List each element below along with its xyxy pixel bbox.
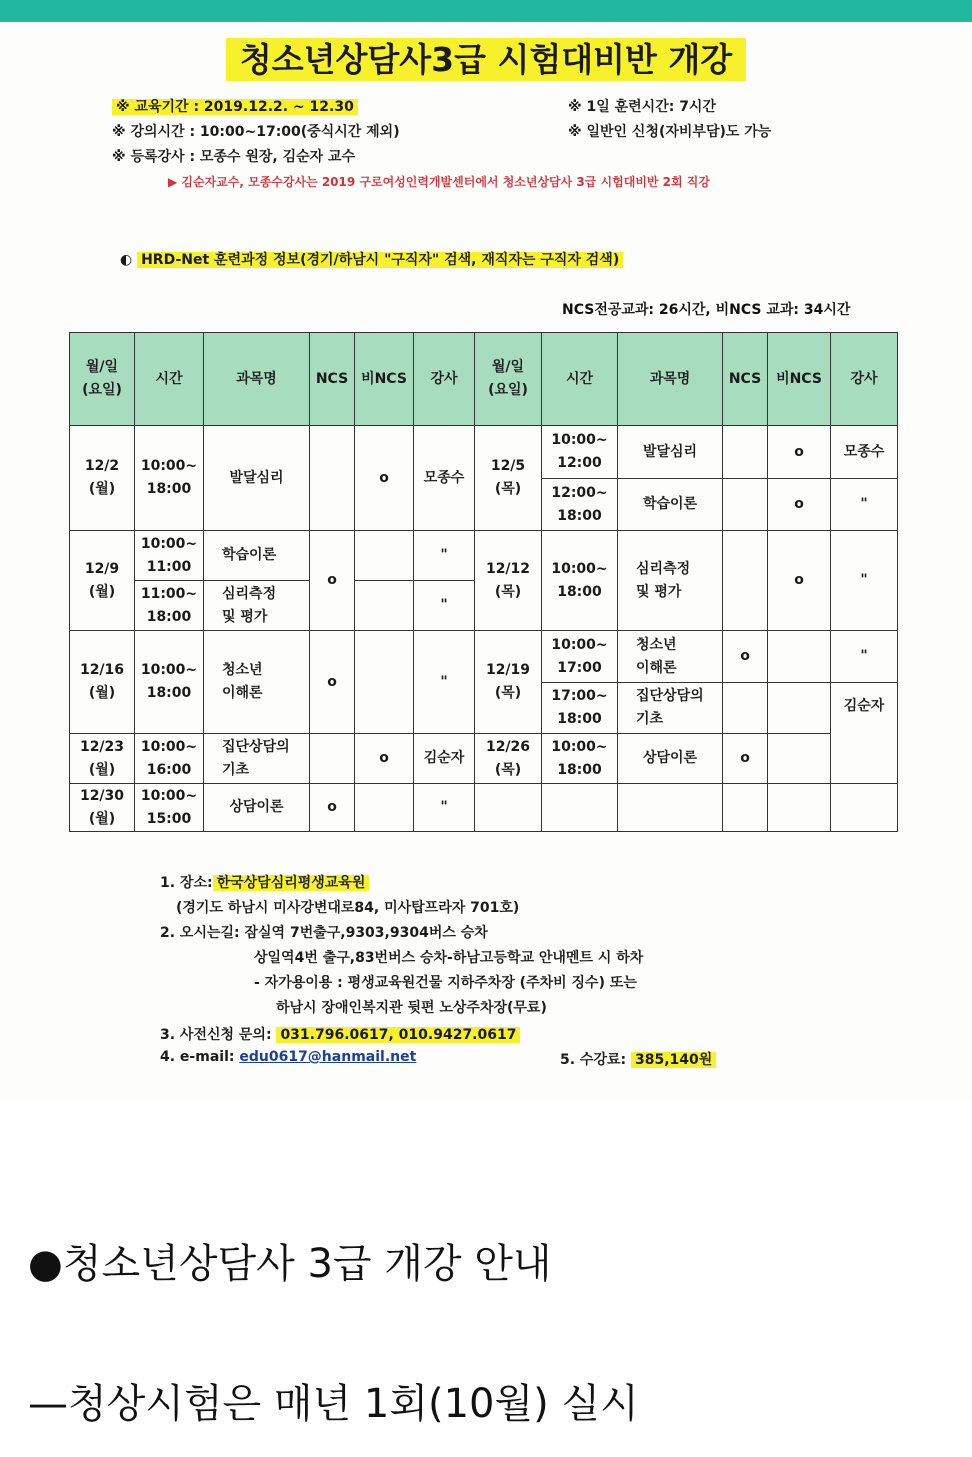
header-time: 시간 (542, 333, 618, 426)
table-cell (768, 734, 831, 784)
table-cell: 10:00~ 12:00 (542, 426, 618, 479)
inquiry-phone: 031.796.0617, 010.9427.0617 (276, 1027, 520, 1043)
header-bincs: 비NCS (768, 333, 831, 426)
table-cell: 10:00~ 11:00 (135, 531, 204, 581)
table-cell: 청소년 이해론 (204, 631, 310, 734)
info-instructors: ※ 등록강사 : 모종수 원장, 김순자 교수 (112, 149, 356, 165)
table-row (70, 426, 898, 479)
table-cell (723, 683, 768, 734)
info-general: ※ 일반인 신청(자비부담)도 가능 (568, 124, 772, 140)
table-cell: 12/23 (월) (70, 734, 135, 784)
post-note: —청상시험은 매년 1회(10월) 실시 (28, 1381, 639, 1427)
table-cell: 12/2 (월) (70, 426, 135, 531)
table-cell: 10:00~ 16:00 (135, 734, 204, 784)
table-cell: 17:00~ 18:00 (542, 683, 618, 734)
table-cell (768, 784, 831, 832)
header-teacher: 강사 (831, 333, 898, 426)
table-cell: 12/12 (목) (475, 531, 542, 631)
table-cell (723, 479, 768, 531)
table-cell (831, 784, 898, 832)
footer-fee: 5. 수강료: 385,140원 (560, 1049, 716, 1069)
ncs-hours-note: NCS전공교과: 26시간, 비NCS 교과: 34시간 (562, 302, 851, 318)
table-cell (310, 426, 355, 531)
table-cell: o (723, 734, 768, 784)
table-header-row (70, 333, 898, 426)
table-cell (723, 531, 768, 631)
table-cell (355, 581, 414, 631)
table-cell (768, 631, 831, 683)
hrd-line: ◐ HRD-Net 훈련과정 정보(경기/하남시 "구직자" 검색, 재직자는 구직자 검색) (120, 249, 623, 269)
table-cell: 12:00~ 18:00 (542, 479, 618, 531)
table-cell: 학습이론 (204, 531, 310, 581)
table-cell: o (310, 631, 355, 734)
schedule-table (69, 332, 898, 832)
table-cell: " (831, 531, 898, 631)
footer-directions: 2. 오시는길: 잠실역 7번출구,9303,9304버스 승차 (160, 925, 488, 941)
footer-inquiry: 3. 사전신청 문의: 031.796.0617, 010.9427.0617 (160, 1024, 520, 1044)
table-cell (618, 784, 723, 832)
table-cell: 11:00~ 18:00 (135, 581, 204, 631)
table-cell: 상담이론 (618, 734, 723, 784)
header-ncs: NCS (310, 333, 355, 426)
table-cell: 10:00~ 15:00 (135, 784, 204, 832)
table-cell: 모종수 (414, 426, 475, 531)
header-teacher: 강사 (414, 333, 475, 426)
table-cell: 모종수 (831, 426, 898, 479)
header-bincs: 비NCS (355, 333, 414, 426)
footer-email: 4. e-mail: edu0617@hanmail.net (160, 1049, 417, 1065)
table-row (70, 784, 898, 832)
footer-address: (경기도 하남시 미사강변대로84, 미사탑프라자 701호) (176, 900, 520, 916)
info-period: ※ 교육기간 : 2019.12.2. ~ 12.30 (112, 96, 358, 116)
header-date: 월/일 (요일) (475, 333, 542, 426)
footer-car-2: 하남시 장애인복지관 뒷편 노상주차장(무료) (276, 1000, 547, 1016)
table-cell: 12/9 (월) (70, 531, 135, 631)
flyer-title: 청소년상담사3급 시험대비반 개강 (0, 34, 972, 81)
header-time: 시간 (135, 333, 204, 426)
header-date: 월/일 (요일) (70, 333, 135, 426)
table-cell: o (768, 479, 831, 531)
info-daily: ※ 1일 훈련시간: 7시간 (568, 99, 716, 115)
top-accent-bar (0, 0, 972, 22)
info-note: ▶ 김순자교수, 모종수강사는 2019 구로여성인력개발센터에서 청소년상담사 3급 시험대비반 2회 직강 (168, 175, 710, 189)
table-cell: 학습이론 (618, 479, 723, 531)
table-cell: 발달심리 (204, 426, 310, 531)
table-cell (768, 683, 831, 734)
table-cell: " (831, 479, 898, 531)
table-cell: o (355, 426, 414, 531)
footer-car: - 자가용이용 : 평생교육원건물 지하주차장 (주차비 징수) 또는 (254, 975, 637, 991)
table-cell: 12/26 (목) (475, 734, 542, 784)
table-cell: 상담이론 (204, 784, 310, 832)
header-subject: 과목명 (618, 333, 723, 426)
table-cell (310, 734, 355, 784)
table-cell (355, 631, 414, 734)
table-cell: 10:00~ 18:00 (542, 531, 618, 631)
footer-directions-2: 상일역4번 출구,83번버스 승차-하남고등학교 안내멘트 시 하차 (254, 950, 644, 966)
table-cell: 10:00~ 18:00 (135, 426, 204, 531)
table-cell: o (310, 784, 355, 832)
post-heading: ●청소년상담사 3급 개강 안내 (28, 1241, 552, 1287)
table-cell (355, 784, 414, 832)
table-row (70, 531, 898, 581)
footer-place: 1. 장소: 한국상담심리평생교육원 (160, 872, 369, 892)
table-cell: 10:00~ 17:00 (542, 631, 618, 683)
table-cell: " (831, 631, 898, 683)
info-hours: ※ 강의시간 : 10:00~17:00(중식시간 제외) (112, 124, 400, 140)
table-cell: 10:00~ 18:00 (542, 734, 618, 784)
table-cell (723, 426, 768, 479)
email-link[interactable]: edu0617@hanmail.net (239, 1049, 417, 1065)
table-cell: 김순자 (831, 683, 898, 784)
table-row (70, 631, 898, 683)
header-subject: 과목명 (204, 333, 310, 426)
table-cell: o (310, 531, 355, 631)
table-cell: 발달심리 (618, 426, 723, 479)
table-cell: 12/30 (월) (70, 784, 135, 832)
table-cell: 12/19 (목) (475, 631, 542, 734)
table-cell: 집단상담의 기초 (618, 683, 723, 734)
table-cell: 청소년 이해론 (618, 631, 723, 683)
table-cell: " (414, 531, 475, 581)
table-row (70, 734, 898, 784)
place-name: 한국상담심리평생교육원 (213, 875, 370, 891)
table-cell: o (355, 734, 414, 784)
table-cell: o (768, 531, 831, 631)
table-cell: " (414, 784, 475, 832)
table-cell (542, 784, 618, 832)
table-cell: 심리측정 및 평가 (204, 581, 310, 631)
table-cell: " (414, 581, 475, 631)
table-cell: 12/16 (월) (70, 631, 135, 734)
header-ncs: NCS (723, 333, 768, 426)
table-cell (723, 784, 768, 832)
fee-amount: 385,140원 (631, 1052, 716, 1068)
table-cell: 김순자 (414, 734, 475, 784)
table-cell (475, 784, 542, 832)
table-cell: 심리측정 및 평가 (618, 531, 723, 631)
table-cell: 10:00~ 18:00 (135, 631, 204, 734)
table-cell (355, 531, 414, 581)
half-circle-icon: ◐ (120, 252, 133, 268)
table-cell: 집단상담의 기초 (204, 734, 310, 784)
table-cell: " (414, 631, 475, 734)
table-cell: o (723, 631, 768, 683)
table-cell: o (768, 426, 831, 479)
table-cell: 12/5 (목) (475, 426, 542, 531)
